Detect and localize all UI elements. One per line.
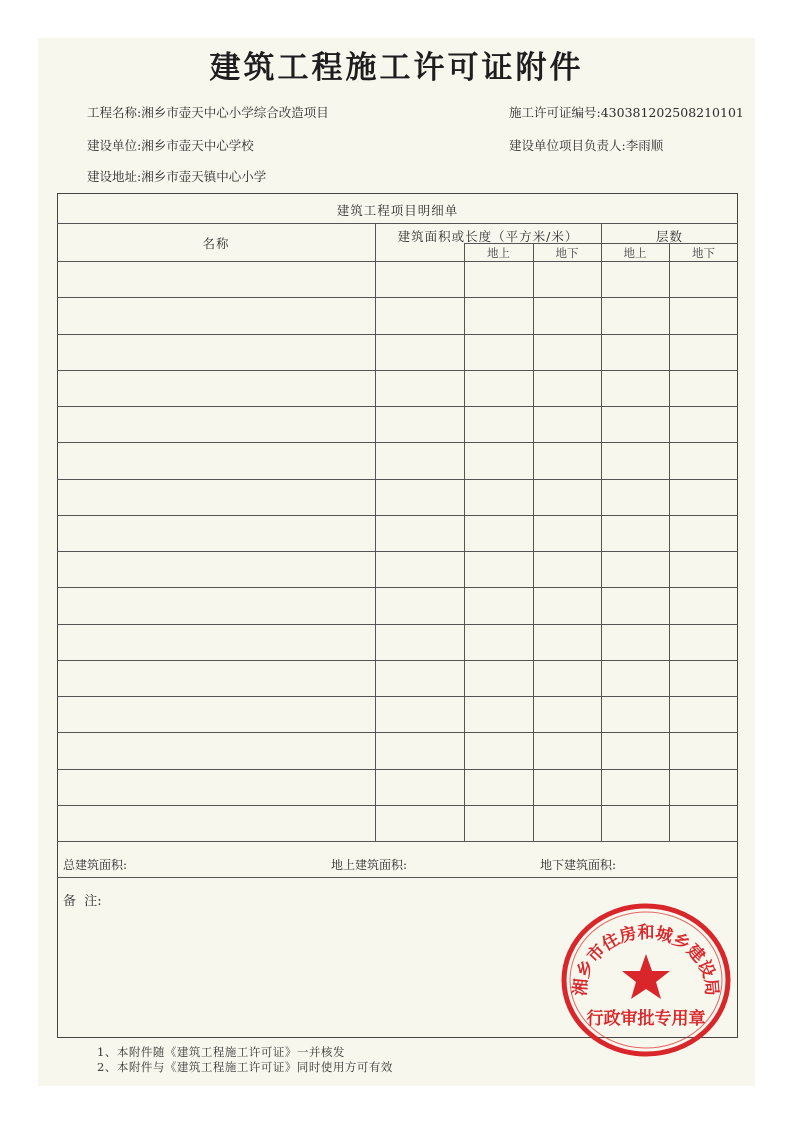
table-row <box>57 587 738 588</box>
builder-value: 湘乡市壶天中心学校 <box>141 138 254 153</box>
below-area-label: 地下建筑面积: <box>540 858 617 872</box>
official-seal <box>560 902 732 1058</box>
column-line <box>601 223 602 841</box>
subheader-area-above: 地上 <box>487 246 510 260</box>
address-value: 湘乡市壶天镇中心小学 <box>141 169 267 184</box>
address-label: 建设地址: <box>87 169 142 184</box>
column-header-floors: 层数 <box>655 229 683 244</box>
column-line <box>375 223 376 841</box>
seal-star-icon <box>622 954 670 999</box>
table-row <box>57 769 738 770</box>
table-divider <box>57 223 738 224</box>
column-header-area: 建筑面积或长度（平方米/米） <box>397 229 579 244</box>
column-header-name: 名称 <box>202 236 230 251</box>
table-row <box>57 442 738 443</box>
project-name-label: 工程名称: <box>87 105 142 120</box>
table-row <box>57 696 738 697</box>
project-name-field <box>87 103 329 121</box>
table-row <box>57 479 738 480</box>
note-line-1: 1、本附件随《建筑工程施工许可证》一并核发 <box>97 1045 345 1059</box>
seal-text-bottom: 行政审批专用章 <box>586 1009 706 1028</box>
manager-field <box>509 136 663 154</box>
table-row <box>57 261 738 262</box>
address-field <box>87 167 266 185</box>
project-name-value: 湘乡市壶天中心小学综合改造项目 <box>141 105 329 120</box>
document-title: 建筑工程施工许可证附件 <box>209 50 584 86</box>
permit-number-label: 施工许可证编号: <box>509 105 601 120</box>
table-row <box>57 551 738 552</box>
manager-value: 李雨顺 <box>625 138 664 153</box>
builder-label: 建设单位: <box>87 138 142 153</box>
table-row <box>57 805 738 806</box>
remarks-label: 备 注: <box>63 894 102 909</box>
table-row <box>57 660 738 661</box>
subheader-area-below: 地下 <box>555 246 579 260</box>
table-row <box>57 732 738 733</box>
above-area-label: 地上建筑面积: <box>331 858 408 872</box>
builder-field <box>87 136 254 154</box>
permit-number-value: 430381202508210101 <box>600 105 744 120</box>
table-row <box>57 624 738 625</box>
subheader-floors-below: 地下 <box>692 246 715 260</box>
table-row <box>57 334 738 335</box>
table-row <box>57 406 738 407</box>
table-divider <box>57 841 738 842</box>
subheader-floors-above: 地上 <box>623 246 647 260</box>
total-area-label: 总建筑面积: <box>63 858 128 872</box>
table-row <box>57 297 738 298</box>
permit-number-field <box>509 103 744 121</box>
table-caption: 建筑工程项目明细单 <box>336 203 459 218</box>
manager-label: 建设单位项目负责人: <box>509 138 626 153</box>
note-line-2: 2、本附件与《建筑工程施工许可证》同时使用方可有效 <box>97 1060 393 1074</box>
seal-text-top: 湘乡市住房和城乡建设局 <box>570 923 722 997</box>
table-row <box>57 370 738 371</box>
table-divider <box>57 877 738 878</box>
table-row <box>57 515 738 516</box>
